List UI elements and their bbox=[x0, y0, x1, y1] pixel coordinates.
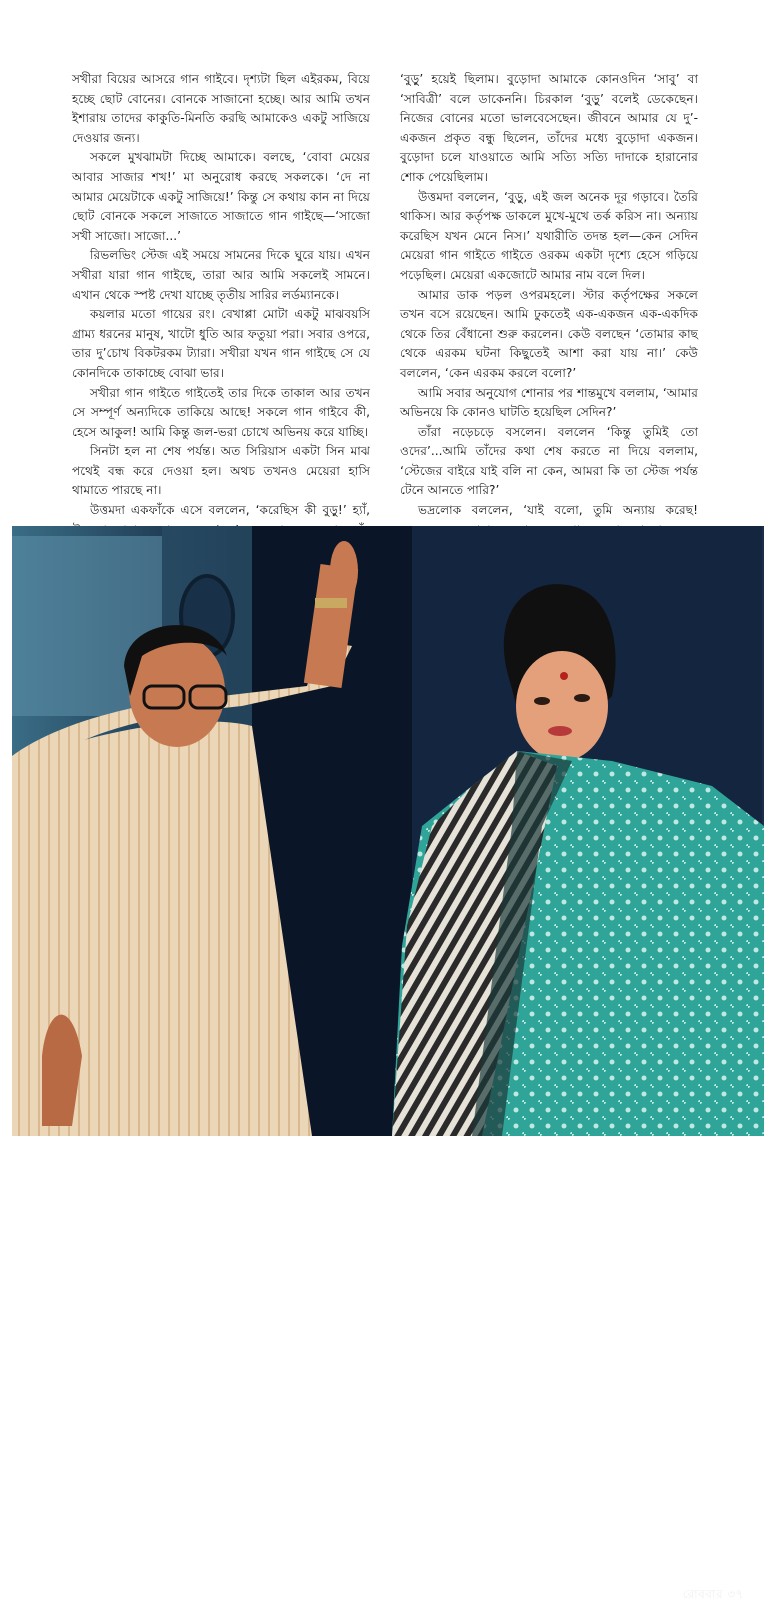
paragraph: সখীরা বিয়ের আসরে গান গাইবে। দৃশ্যটা ছিল এইরকম, বিয়ে হচ্ছে ছোট বোনের। বোনকে সাজানো হচ্ছে। আর আমি তখন ইশারায় তাদের কাকুতি-মিনতি করছি আমাকেও একটু সাজিয়ে দেওয়ার জন্য। bbox=[72, 72, 370, 145]
stage-photo bbox=[12, 526, 764, 1601]
paragraph: সিনটা হল না শেষ পর্যন্ত। অত সিরিয়াস একটা সিন মাঝ পথেই বন্ধ করে দেওয়া হল। অথচ তখনও মেয়েরা হাসি থামাতে পারছে না। bbox=[72, 444, 370, 498]
stage-photo-illustration bbox=[12, 526, 764, 1136]
article-column-right bbox=[400, 70, 698, 579]
paragraph: সকলে মুখঝামটা দিচ্ছে আমাকে। বলছে, ‘বোবা মেয়ের আবার সাজার শখ!’ মা অনুরোধ করছে সকলকে। ‘দে না আমার মেয়েটাকে একটু সাজিয়ে!’ কিন্তু সে কথায় কান না দিয়ে ছোট বোনকে সকলে সাজাতে সাজাতে গান গাইছে—‘সাজো সখী সাজো। সাজো...’ bbox=[72, 150, 370, 243]
paragraph: কয়লার মতো গায়ের রং। বেখাপ্পা মোটা একটু মাঝবয়সি গ্রাম্য ধরনের মানুষ, খাটো ধুতি আর ফতুয়া পরা। সবার ওপরে, তার দু’চোখ বিকটরকম ট্যারা। সখীরা যখন গান গাইছে সে যে কোনদিকে তাকাচ্ছে বোঝা ভার। bbox=[72, 307, 370, 380]
page-number: রোববার ৩৭ bbox=[682, 1587, 744, 1601]
article-column-left bbox=[72, 70, 370, 560]
paragraph: উত্তমদা বললেন, ‘বুড়ু, এই জল অনেক দূর গড়াবে। তৈরি থাকিস। আর কর্তৃপক্ষ ডাকলে মুখে-মুখে তর্ক করিস না। অন্যায় করেছিস যখন মেনে নিস।’ যথারীতি তদন্ত হল—কেন সেদিন মেয়েরা গান গাইতে গাইতে ওরকম একটা দৃশ্যে হেসে গড়িয়ে পড়েছিল। মেয়েরা একজোটে আমার নাম বলে দিল। bbox=[400, 189, 698, 282]
paragraph: তাঁরা নড়েচড়ে বসলেন। বললেন ‘কিন্তু তুমিই তো ওদের’...আমি তাঁদের কথা শেষ করতে না দিয়ে বললাম, ‘স্টেজের বাইরে যাই বলি না কেন, আমরা কি তা স্টেজ পর্যন্ত টেনে আনতে পারি?’ bbox=[400, 424, 698, 498]
paragraph: সখীরা গান গাইতে গাইতেই তার দিকে তাকাল আর তখন সে সম্পূর্ণ অন্যদিকে তাকিয়ে আছে! সকলে গান গাইবে কী, হেসে আকুল! আমি কিন্তু জল-ভরা চোখে অভিনয় করে যাচ্ছি। bbox=[72, 385, 370, 439]
paragraph: উত্তমদা একফাঁকে এসে বললেন, ‘করেছিস কী বুড়ু!’ হ্যাঁ, bbox=[90, 503, 370, 518]
paragraph: আমার ডাক পড়ল ওপরমহলে। স্টার কর্তৃপক্ষের সকলে তখন বসে রয়েছেন। আমি ঢুকতেই এক-একজন এক-একদিক থেকে তির বেঁধানো শুরু করলেন। কেউ বলছেন ‘তোমার কাছ থেকে এরকম ঘটনা কিছুতেই আশা করা যায় না।’ কেউ বললেন, ‘কেন এরকম করলে বলো?’ bbox=[400, 287, 698, 380]
paragraph: আমি সবার অনুযোগ শোনার পর শান্তমুখে বললাম, ‘আমার অভিনয়ে কি কোনও ঘাটতি হয়েছিল সেদিন?’ bbox=[400, 385, 698, 420]
paragraph: ভদ্রলোক বললেন, ‘যাই বলো, তুমি অন্যায় করেছ! bbox=[418, 503, 698, 518]
paragraph: ‘বুড়ু’ হয়েই ছিলাম। বুড়োদা আমাকে কোনওদিন ‘সাবু’ বা ‘সাবিত্রী’ বলে ডাকেননি। চিরকাল ‘বুড়ু’ বলেই ডেকেছেন। নিজের বোনের মতো ভালবেসেছেন। জীবনে আমার যে দু’-একজন প্রকৃত বন্ধু ছিলেন, তাঁদের মধ্যে বুড়োদা একজন। বুড়োদা চলে যাওয়াতে আমি সত্যি সত্যি দাদাকে হারানোর শোক পেয়েছিলাম। bbox=[400, 72, 698, 184]
paragraph: রিভলভিং স্টেজ এই সময়ে সামনের দিকে ঘুরে যায়। এখন সখীরা যারা গান গাইছে, তারা আর আমি সকলেই সামনে। এখান থেকে স্পষ্ট দেখা যাচ্ছে তৃতীয় সারির লর্ডম্যানকে। bbox=[72, 248, 370, 302]
